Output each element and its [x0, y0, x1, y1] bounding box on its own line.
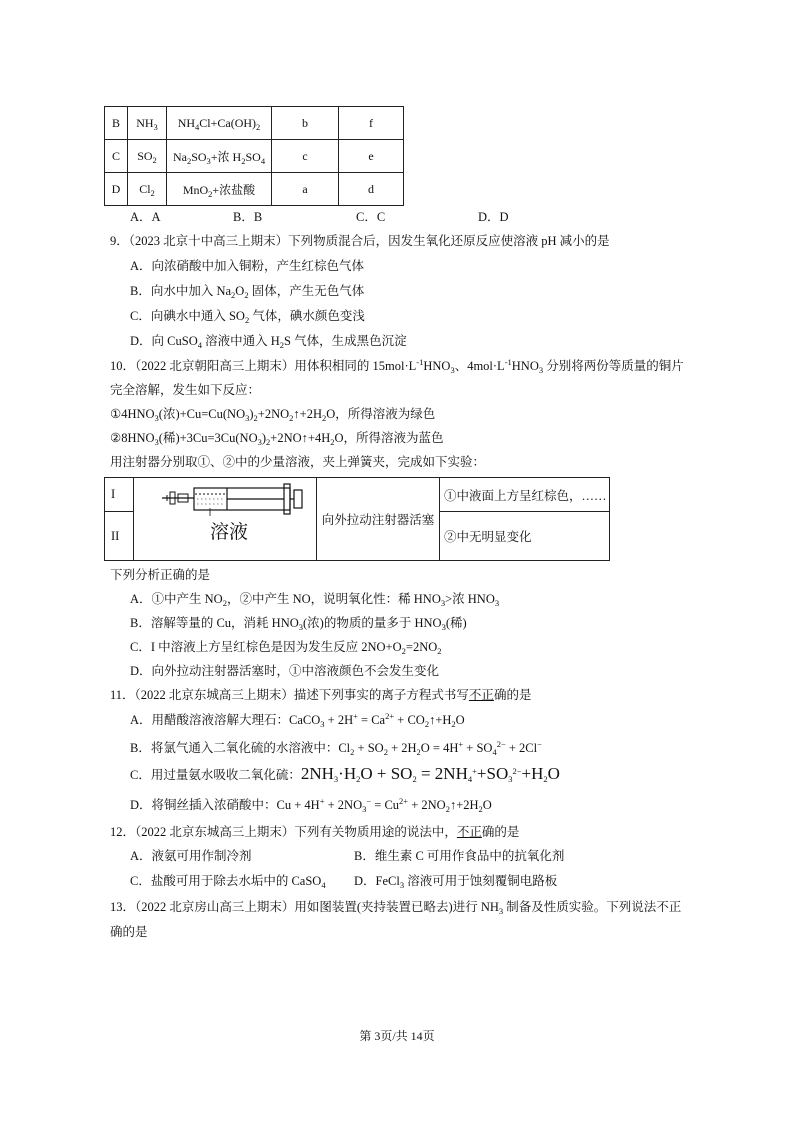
result-cell-1: ①中液面上方呈红棕色，……	[440, 478, 610, 512]
table-cell: c	[272, 140, 339, 173]
table-cell: MnO$_2$+浓盐酸	[167, 173, 272, 206]
table-row	[105, 478, 610, 512]
row-label-2: II	[105, 512, 134, 561]
solution-label: 溶液	[210, 521, 249, 543]
result-cell-2: ②中无明显变化	[440, 512, 610, 561]
table-row	[105, 140, 404, 173]
table-row	[105, 107, 404, 140]
operation-cell: 向外拉动注射器活塞	[317, 478, 440, 561]
q8-option-d: D．D	[478, 210, 509, 224]
table-row	[105, 173, 404, 206]
table-cell: C	[105, 140, 128, 173]
q9-option-a: A．向浓硝酸中加入铜粉，产生红棕色气体	[130, 259, 365, 273]
q12-option-b: B．维生素 C 可用作食品中的抗氧化剂	[354, 849, 565, 863]
q10-question: 下列分析正确的是	[110, 568, 211, 582]
q10-instruction: 用注射器分别取①、②中的少量溶液，夹上弹簧夹，完成如下实验：	[110, 455, 486, 469]
q10-option-c: C．I 中溶液上方呈红棕色是因为发生反应 $2NO+O_2=2NO_2$	[130, 640, 442, 656]
syringe-figure-cell	[134, 478, 317, 561]
q10-equation-2: $②8HNO_3$(稀)$+3Cu=3Cu(NO_3)_2+2NO↑+4H_2O$，所得溶液为蓝色	[110, 431, 444, 447]
q12-option-c: C．盐酸可用于除去水垢中的 CaSO$_4$	[130, 874, 326, 890]
q11-option-a: A．用醋酸溶液溶解大理石：CaCO$_3$ + $2H^+ = Ca^{2+}$ + $CO_2↑+H_2O$	[130, 711, 465, 729]
table-cell: $NH_3$	[128, 107, 167, 140]
reagent-table	[104, 106, 404, 206]
q9-option-b: B．向水中加入 $Na_2O_2$ 固体，产生无色气体	[130, 284, 365, 300]
q8-option-b: B．B	[233, 210, 263, 224]
table-cell: D	[105, 173, 128, 206]
q8-option-a: A．A	[130, 210, 161, 224]
q13-stem-line2: 确的是	[110, 925, 148, 939]
q10-option-d: D．向外拉动注射器活塞时，①中溶液颜色不会发生变化	[130, 664, 440, 678]
table-cell: $Na_2SO_3+$浓 $H_2SO_4$	[167, 140, 272, 173]
q8-option-c: C．C	[356, 210, 386, 224]
q13-stem-line1: 13．（2022 北京房山高三上期末）用如图装置(夹持装置已略去)进行 $NH_3$ 制备及性质实验。下列说法不正	[110, 900, 682, 916]
table-cell: B	[105, 107, 128, 140]
table-cell: e	[339, 140, 404, 173]
table-cell: b	[272, 107, 339, 140]
q12-option-d: D．FeCl$_3$ 溶液可用于蚀刻覆铜电路板	[354, 874, 558, 890]
q11-option-c: C．用过量氨水吸收二氧化硫：$2NH_3\cdot H_2O + SO_2 = 2NH_4^++SO_3^{2-}+H_2O$	[130, 764, 560, 784]
page-footer: 第 3页/共 14页	[359, 1029, 435, 1043]
q12-option-a: A．液氨可用作制冷剂	[130, 849, 252, 863]
experiment-table	[104, 477, 610, 561]
row-label-1: I	[105, 478, 134, 512]
table-cell: f	[339, 107, 404, 140]
q10-stem-line1: 10．（2022 北京朝阳高三上期末）用体积相同的 $15mol\cdot L^{-1}HNO_3$、$4mol\cdot L^{-1}HNO_3$ 分别将两份等质量的铜片	[110, 357, 684, 375]
q9-stem: 9．（2023 北京十中高三上期末）下列物质混合后，因发生氧化还原反应使溶液 pH 减小的是	[110, 234, 610, 248]
table-cell: $SO_2$	[128, 140, 167, 173]
q10-option-a: A．①中产生 $NO_2$，②中产生 NO，说明氧化性：稀 $HNO_3>$浓 $HNO_3$	[130, 592, 500, 608]
table-cell: $NH_4Cl+Ca(OH)_2$	[167, 107, 272, 140]
q10-equation-1: $①4HNO_3$(浓)$+Cu=Cu(NO_3)_2+2NO_2↑+2H_2O$，所得溶液为绿色	[110, 407, 436, 423]
q10-option-b: B．溶解等量的 Cu，消耗 $HNO_3$(浓)的物质的量多于 $HNO_3$(稀)	[130, 616, 467, 632]
q10-stem-line2: 完全溶解，发生如下反应：	[110, 383, 261, 397]
table-cell: a	[272, 173, 339, 206]
q9-option-c: C．向碘水中通入 $SO_2$ 气体，碘水颜色变浅	[130, 309, 365, 325]
table-cell: d	[339, 173, 404, 206]
syringe-figure	[134, 478, 316, 560]
q11-option-b: B．将氯气通入二氧化硫的水溶液中：$Cl_2 + SO_2 + 2H_2O = 4H^+ + SO_4^{2-} + 2Cl^-$	[130, 739, 542, 757]
table-cell: $Cl_2$	[128, 173, 167, 206]
q12-stem: 12．（2022 北京东城高三上期末）下列有关物质用途的说法中，不正确的是	[110, 825, 520, 839]
q11-stem: 11．（2022 北京东城高三上期末）描述下列事实的离子方程式书写不正确的是	[110, 688, 532, 702]
q11-option-d: D．将铜丝插入浓硝酸中：$Cu + 4H^+ + 2NO_3^- = Cu^{2+}$ + $2NO_2↑+2H_2O$	[130, 796, 492, 814]
q9-option-d: D．向 CuSO$_4$ 溶液中通入 $H_2S$ 气体，生成黑色沉淀	[130, 334, 407, 350]
